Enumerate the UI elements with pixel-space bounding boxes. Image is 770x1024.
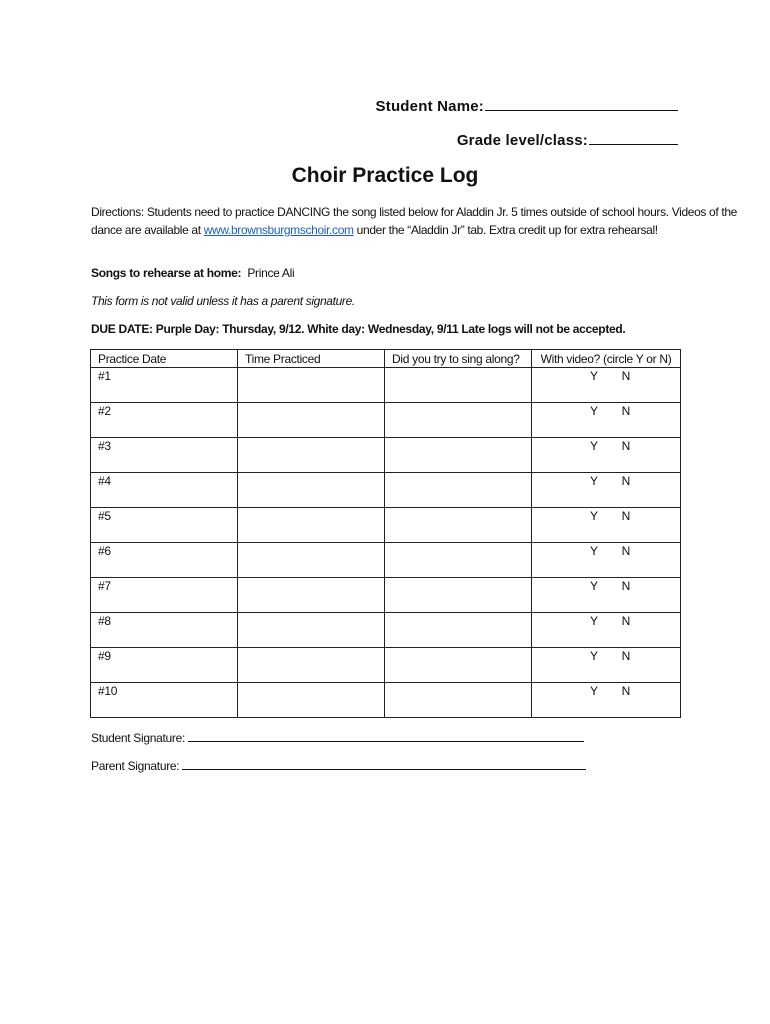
student-name-blank[interactable]: [485, 96, 678, 111]
sing-along-cell[interactable]: [385, 613, 532, 648]
yes-no-choice: [539, 474, 673, 489]
time-practiced-cell[interactable]: [238, 613, 385, 648]
no-option[interactable]: N: [621, 649, 631, 663]
with-video-cell: [532, 438, 681, 473]
directions-paragraph: [91, 203, 751, 239]
parent-signature-label: Parent Signature:: [91, 759, 183, 773]
table-row: [91, 543, 681, 578]
with-video-cell: [532, 473, 681, 508]
yes-option[interactable]: Y: [589, 649, 598, 663]
with-video-cell: [532, 368, 681, 403]
table-row: [91, 613, 681, 648]
no-option[interactable]: N: [621, 509, 631, 523]
no-option[interactable]: N: [621, 684, 631, 698]
practice-date-cell[interactable]: [91, 543, 238, 578]
row-number-label: #6: [98, 544, 111, 558]
practice-date-cell[interactable]: [91, 648, 238, 683]
table-row: [91, 403, 681, 438]
parent-signature-field[interactable]: [91, 758, 586, 773]
songs-line: [91, 266, 294, 280]
row-number-label: #4: [98, 474, 111, 488]
time-practiced-cell[interactable]: [238, 508, 385, 543]
no-option[interactable]: N: [621, 614, 631, 628]
row-number-label: #3: [98, 439, 111, 453]
sing-along-cell[interactable]: [385, 508, 532, 543]
yes-option[interactable]: Y: [589, 509, 598, 523]
yes-option[interactable]: Y: [589, 684, 598, 698]
with-video-cell: [532, 578, 681, 613]
practice-log-table: [90, 349, 681, 718]
table-row: [91, 683, 681, 718]
no-option[interactable]: N: [621, 439, 631, 453]
practice-date-cell[interactable]: [91, 683, 238, 718]
practice-date-cell[interactable]: [91, 508, 238, 543]
row-number-label: #2: [98, 404, 111, 418]
directions-text-continued: under the “Aladdin Jr” tab. Extra credit up for extra rehearsal!: [353, 223, 658, 237]
table-row: [91, 508, 681, 543]
student-name-field[interactable]: [376, 96, 678, 115]
with-video-cell: [532, 683, 681, 718]
with-video-cell: [532, 543, 681, 578]
student-signature-label: Student Signature:: [91, 731, 189, 745]
row-number-label: #1: [98, 369, 111, 383]
due-date-notice: DUE DATE: Purple Day: Thursday, 9/12. White day: Wednesday, 9/11 Late logs will not be accepted.: [91, 322, 626, 336]
time-practiced-cell[interactable]: [238, 578, 385, 613]
row-number-label: #9: [98, 649, 111, 663]
practice-date-cell[interactable]: [91, 578, 238, 613]
time-practiced-cell[interactable]: [238, 683, 385, 718]
sing-along-cell[interactable]: [385, 543, 532, 578]
sing-along-cell[interactable]: [385, 368, 532, 403]
table-row: [91, 368, 681, 403]
yes-option[interactable]: Y: [589, 614, 598, 628]
yes-no-choice: [539, 509, 673, 524]
no-option[interactable]: N: [621, 474, 631, 488]
grade-class-field[interactable]: [457, 130, 678, 149]
sing-along-cell[interactable]: [385, 438, 532, 473]
yes-option[interactable]: Y: [589, 439, 598, 453]
yes-no-choice: [539, 404, 673, 419]
table-row: [91, 578, 681, 613]
yes-option[interactable]: Y: [589, 579, 598, 593]
validity-note: This form is not valid unless it has a parent signature.: [91, 294, 355, 308]
student-signature-field[interactable]: [91, 730, 584, 745]
time-practiced-cell[interactable]: [238, 403, 385, 438]
grade-class-label: Grade level/class:: [456, 132, 588, 149]
row-number-label: #5: [98, 509, 111, 523]
header-time-practiced: Time Practiced: [238, 350, 385, 368]
header-sing-along: Did you try to sing along?: [385, 350, 532, 368]
parent-signature-blank[interactable]: [182, 758, 586, 770]
sing-along-cell[interactable]: [385, 473, 532, 508]
header-with-video: With video? (circle Y or N): [532, 350, 681, 368]
row-number-label: #10: [98, 684, 118, 698]
yes-option[interactable]: Y: [589, 369, 598, 383]
yes-no-choice: [539, 649, 673, 664]
songs-value: Prince Ali: [247, 266, 295, 280]
sing-along-cell[interactable]: [385, 648, 532, 683]
with-video-cell: [532, 508, 681, 543]
no-option[interactable]: N: [621, 544, 631, 558]
yes-no-choice: [539, 614, 673, 629]
yes-no-choice: [539, 579, 673, 594]
time-practiced-cell[interactable]: [238, 648, 385, 683]
header-practice-date: Practice Date: [91, 350, 238, 368]
table-row: [91, 648, 681, 683]
practice-date-cell[interactable]: [91, 403, 238, 438]
table-header-row: [91, 350, 681, 368]
yes-no-choice: [539, 439, 673, 454]
no-option[interactable]: N: [621, 579, 631, 593]
yes-no-choice: [539, 369, 673, 384]
choir-website-link[interactable]: www.brownsburgmschoir.com: [203, 223, 354, 237]
page-title: Choir Practice Log: [291, 164, 479, 187]
practice-date-cell[interactable]: [91, 438, 238, 473]
with-video-cell: [532, 648, 681, 683]
row-number-label: #7: [98, 579, 111, 593]
practice-date-cell[interactable]: [91, 473, 238, 508]
practice-date-cell[interactable]: [91, 368, 238, 403]
yes-option[interactable]: Y: [589, 544, 598, 558]
no-option[interactable]: N: [621, 369, 631, 383]
time-practiced-cell[interactable]: [238, 368, 385, 403]
practice-date-cell[interactable]: [91, 613, 238, 648]
songs-label: Songs to rehearse at home:: [91, 266, 242, 280]
sing-along-cell[interactable]: [385, 683, 532, 718]
time-practiced-cell[interactable]: [238, 543, 385, 578]
sing-along-cell[interactable]: [385, 578, 532, 613]
student-signature-blank[interactable]: [188, 730, 584, 742]
yes-option[interactable]: Y: [589, 404, 598, 418]
time-practiced-cell[interactable]: [238, 473, 385, 508]
yes-no-choice: [539, 684, 673, 699]
student-name-label: Student Name:: [375, 98, 484, 115]
with-video-cell: [532, 403, 681, 438]
yes-option[interactable]: Y: [589, 474, 598, 488]
table-row: [91, 438, 681, 473]
directions-text: Directions: Students need to practice DANCING the song listed below for Aladdin Jr. 5 times outside of school hours. Videos of the dance are available at: [91, 205, 737, 237]
time-practiced-cell[interactable]: [238, 438, 385, 473]
sing-along-cell[interactable]: [385, 403, 532, 438]
no-option[interactable]: N: [621, 404, 631, 418]
row-number-label: #8: [98, 614, 111, 628]
yes-no-choice: [539, 544, 673, 559]
with-video-cell: [532, 613, 681, 648]
grade-class-blank[interactable]: [589, 130, 678, 145]
table-row: [91, 473, 681, 508]
